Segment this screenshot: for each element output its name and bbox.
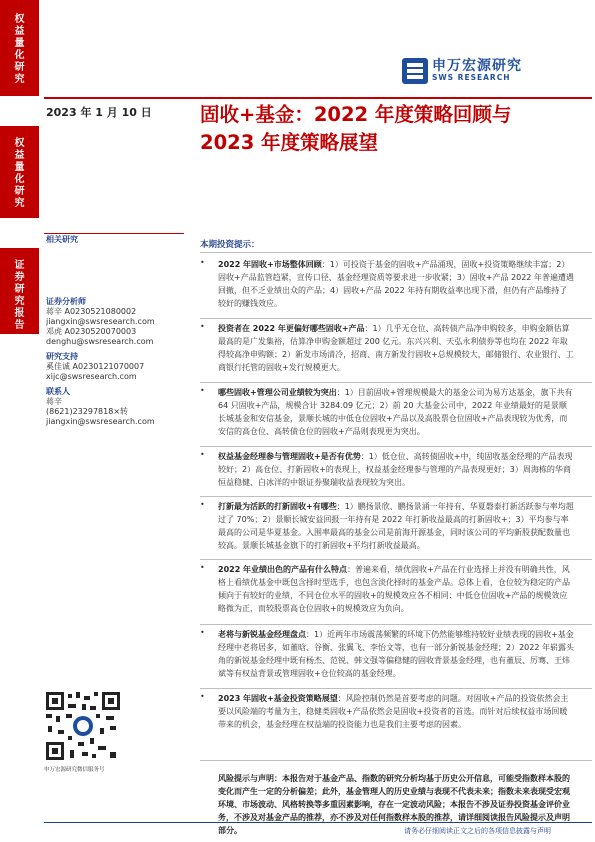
summary-item — [218, 692, 574, 731]
contact-list — [46, 397, 155, 427]
support-line[interactable]: xijc@swsresearch.com — [46, 371, 137, 381]
bullet-icon: • — [200, 692, 205, 701]
summary-divider — [200, 382, 592, 383]
summary-item-text: ：1）近两年市场震荡频繁的环境下仍然能够维持较好业绩表现的固收+基金经理中老将居多，如董晗、谷衡、张翼飞、李怡文等，也有一部分新锐基金经理；2）2022 年崭露头角的新锐基金经理中既有杨杰、范锐、韩文强等偏稳健的固收背景基金经理，也有董辰、厉骞、王炜斌等有权益背景或管理固收+仓位较高的基金经理。 — [218, 630, 574, 678]
bullet-icon: • — [200, 563, 205, 572]
sidebar-label-2: 权益量化研究 — [14, 138, 25, 209]
bullet-icon: • — [200, 258, 205, 267]
summary-item — [218, 450, 574, 489]
sidebar-block-top — [0, 0, 39, 96]
bullet-icon: • — [200, 322, 205, 331]
sidebar — [0, 0, 39, 842]
analyst-line[interactable]: denghu@swsresearch.com — [46, 336, 154, 346]
summary-item-lead: 老将与新锐基金经理盘点 — [218, 630, 306, 639]
summary-item-lead: 投资者在 2022 年更偏好哪些固收+产品 — [218, 324, 365, 333]
summary-item-lead: 2023 年固收+基金投资策略展望 — [218, 694, 338, 703]
analyst-line: 邓虎 A0230520070003 — [46, 326, 137, 336]
header-rule — [44, 97, 592, 99]
bullet-icon: • — [200, 628, 205, 637]
summary-divider — [200, 318, 592, 319]
qr-caption: 申万宏源研究微信服务号 — [44, 767, 105, 773]
summary-divider — [200, 559, 592, 560]
summary-item-lead: 权益基金经理参与管理固收+是否有优势 — [218, 452, 361, 461]
footer-disclaimer: 请务必仔细阅读正文之后的各项信息披露与声明 — [404, 827, 551, 835]
bullet-icon: • — [200, 386, 205, 395]
summary-item — [218, 563, 574, 615]
contact-line: (8621)23297818×转 — [46, 406, 129, 416]
sidebar-label-1: 权益量化研究 — [14, 14, 25, 85]
summary-item-text: ：普遍来看，绩优固收+产品在行业选择上并没有明确共性，风格上看绩优基金中既包含择时型选手，也包含淡化择时的基金产品。总体上看，仓位较为稳定的产品倾向于有较好的业绩，不同仓位水平的固收+的规模效应各不相同：中低仓位固收+产品的规模效应略微为正，而较股票高仓位固收+的规模效应为负向。 — [218, 565, 570, 613]
sidebar-block-bottom — [0, 248, 39, 334]
summary-divider — [200, 496, 592, 497]
contact-line: 蒋辛 — [46, 397, 62, 406]
footer-rule — [44, 822, 592, 823]
support-heading: 研究支持 — [46, 352, 78, 361]
summary-item-text: ：1）可投资于基金的固收+产品涌现，固收+投资策略继续丰富；2）固收+产品监管趋紧，宣传口径、基金经理资质等要求进一步收紧；3）固收+产品 2022 年普遍遭遇回撤，但不乏业绩出众的产品；4）固收+产品 2022 年持有期收益率出现下滑，但仍有产品维持了较好的赚钱效应。 — [218, 260, 574, 308]
title-line-2: 2023 年度策略展望 — [200, 131, 379, 154]
summary-item-lead: 打新最为活跃的打新固收+有哪些 — [218, 502, 337, 511]
sidebar-block-mid — [0, 126, 39, 218]
analysts-list — [46, 307, 155, 347]
summary-item-text: ：1）目前固收+管理规模最大的基金公司为易方达基金，旗下共有 64 只固收+产品，规模合计 3284.09 亿元；2）前 20 大基金公司中，2022 年业绩最好的是景顺长城基金和安信基金，景顺长城的中低仓位固收+产品以及高股票仓位固收+产品表现较为优秀，而安信的高仓位、高转债仓位的固收+产品则表现更为突出。 — [218, 388, 573, 436]
analyst-line[interactable]: jiangxin@swsresearch.com — [46, 316, 155, 326]
summary-item-lead: 2022 年固收+市场整体回顾 — [218, 260, 322, 269]
risk-disclosure: 风险提示与声明：本报告对于基金产品、指数的研究分析均基于历史公开信息，可能受指数样本股的变化而产生一定的分析偏差；此外，基金管理人的历史业绩与表现不代表未来；指数未来表现受宏观环境、市场波动、风格转换等多重因素影响，存在一定波动风险；本报告不涉及证券投资基金评价业务，不涉及对基金产品的推荐，亦不涉及对任何指数样本股的推荐，请详细阅读报告风险提示及声明部分。 — [218, 774, 570, 835]
brand-name-cn: 申万宏源研究 — [432, 58, 522, 74]
bullet-icon: • — [200, 500, 205, 509]
contact-heading: 联系人 — [46, 387, 70, 396]
related-research-label: 相关研究 — [46, 235, 78, 244]
summary-item — [218, 500, 574, 552]
summary-divider — [200, 446, 592, 447]
analyst-line: 蒋辛 A0230521080002 — [46, 307, 137, 316]
report-date: 2023 年 1 月 10 日 — [46, 106, 152, 119]
title-line-1: 固收+基金：2022 年度策略回顾与 — [200, 103, 512, 126]
analysts-heading: 证券分析师 — [46, 297, 86, 306]
summary-item-text: ：1）低仓位、高转债固收+中，纯固收基金经理的产品表现较好；2）高仓位、打新固收+的表现上，权益基金经理参与管理的产品表现更好；3）周海栋的华商恒益稳健、白冰洋的中银证券聚瑞收益表现较为突出。 — [218, 452, 573, 487]
bullet-icon: • — [200, 450, 205, 459]
summary-item — [218, 258, 574, 310]
summary-top-rule — [200, 252, 592, 253]
qr-code-icon — [44, 690, 122, 762]
contact-line[interactable]: jiangxin@swsresearch.com — [46, 416, 155, 426]
support-list — [46, 362, 144, 382]
summary-item-text: ：1）几乎无仓位、高转债产品净申购较多，申购金额估算最高的是广发集裕，估算净申购金额超过 200 亿元。东兴兴利、天弘永利债券等也均在 2022 年取得较高净申购额；2）新发市场清冷，招商、南方新发行固收+总规模较大，邮储银行、农业银行、工商银行托管的固收+发行规模更大。 — [218, 324, 574, 372]
summary-heading: 本期投资提示： — [200, 240, 260, 250]
report-title — [200, 101, 590, 157]
summary-divider — [200, 688, 592, 689]
sidebar-label-3: 证券研究报告 — [14, 260, 25, 331]
summary-divider — [200, 760, 592, 761]
support-line: 奚佳诚 A0230121070007 — [46, 362, 145, 371]
summary-item-lead: 2022 年业绩出色的产品有什么特点 — [218, 565, 348, 574]
summary-item — [218, 322, 574, 374]
summary-item-text: ：1）鹏扬景欣、鹏扬景涌一年持有、华夏磐泰打新活跃参与率均超过了 70%；2）景顺长城安益回报一年持有是 2022 年打新收益最高的打新固收+；3）平均参与率最高的公司是华夏基金。入围率最高的基金公司是前海开源基金，同时该公司的平均新股获配数量也较高。景顺长城基金旗下的打新固收+平均打新收益最高。 — [218, 502, 574, 550]
summary-item-text: ：风险控制仍然是首要考虑的问题。对固收+产品的投资依然会主要以风险端的考量为主，稳健类固收+产品依然会是固收+投资者的首选。而针对后续权益市场回暖带来的机会，基金经理在权益端的投资能力也是我们主要考虑的因素。 — [218, 694, 569, 729]
summary-item-lead: 哪些固收+管理公司业绩较为突出 — [218, 388, 337, 397]
summary-item — [218, 628, 574, 680]
summary-divider — [200, 624, 592, 625]
summary-item — [218, 386, 574, 438]
brand-name-en: SWS RESEARCH — [432, 73, 511, 82]
